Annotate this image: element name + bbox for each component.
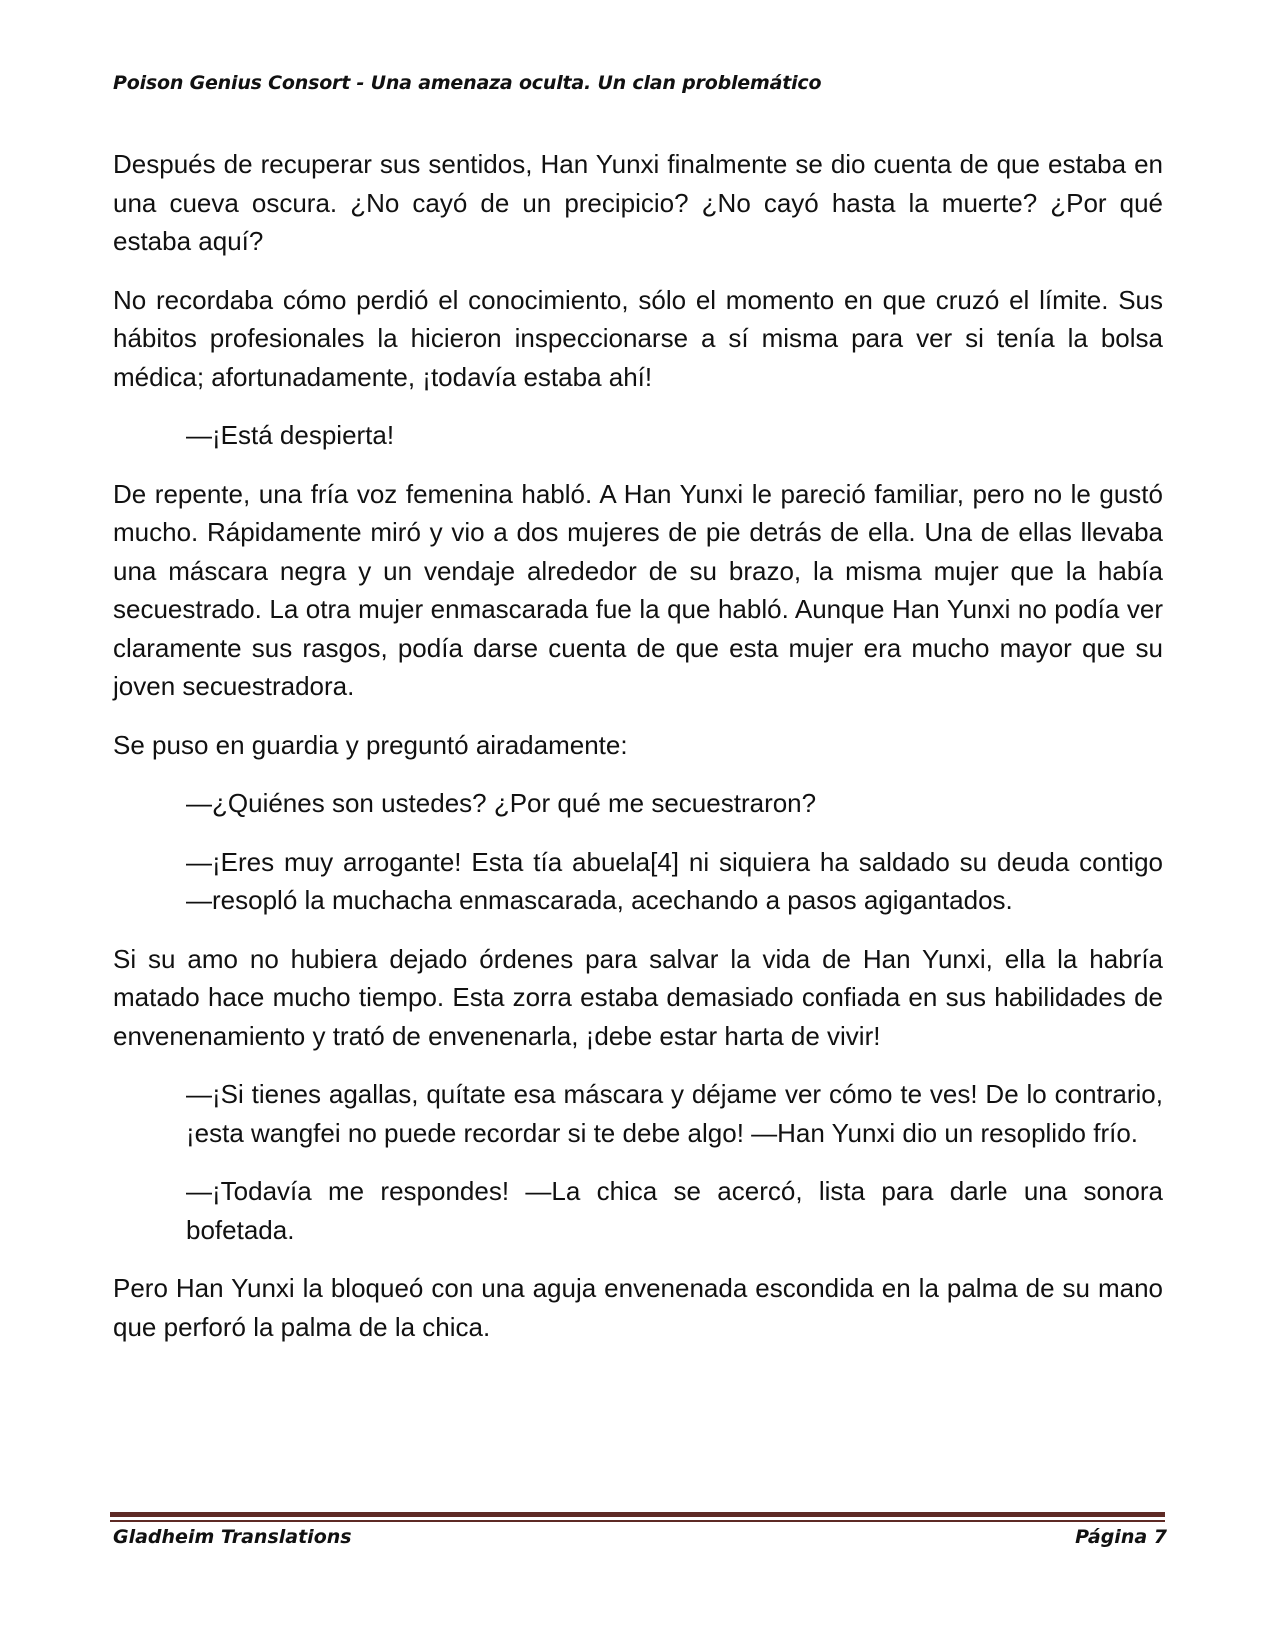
dialogue-paragraph: —¡Si tienes agallas, quítate esa máscara y déjame ver cómo te ves! De lo contrario, ¡esta wangfei no puede recordar si te debe algo! —Han Yunxi dio un resoplido frío. [186, 1079, 1163, 1148]
paragraph: Después de recuperar sus sentidos, Han Yunxi finalmente se dio cuenta de que estaba en una cueva oscura. ¿No cayó de un precipicio? ¿No cayó hasta la muerte? ¿Por qué estaba aquí? [113, 149, 1163, 256]
paragraph: Se puso en guardia y preguntó airadamente: [113, 729, 628, 760]
dialogue-paragraph: —¡Eres muy arrogante! Esta tía abuela[4] ni siquiera ha saldado su deuda contigo —resopló la muchacha enmascarada, acechando a pasos agigantados. [186, 846, 1163, 915]
page-body [113, 145, 1163, 1366]
paragraph: De repente, una fría voz femenina habló. A Han Yunxi le pareció familiar, pero no le gustó mucho. Rápidamente miró y vio a dos mujeres de pie detrás de ella. Una de ellas llevaba una máscara negra y un vendaje alrededor de su brazo, la misma mujer que la había secuestrado. La otra mujer enmascarada fue la que habló. Aunque Han Yunxi no podía ver claramente sus rasgos, podía darse cuenta de que esta mujer era mucho mayor que su joven secuestradora. [113, 478, 1163, 701]
footer-divider-thick-line [110, 1512, 1165, 1517]
dialogue-paragraph: —¡Está despierta! [186, 420, 395, 450]
footer-divider-thin-line [110, 1520, 1165, 1522]
dialogue-paragraph: —¿Quiénes son ustedes? ¿Por qué me secuestraron? [186, 788, 817, 818]
page-header-title: Poison Genius Consort - Una amenaza oculta. Un clan problemático [113, 72, 822, 94]
paragraph: No recordaba cómo perdió el conocimiento, sólo el momento en que cruzó el límite. Sus hábitos profesionales la hicieron inspeccionarse a sí misma para ver si tenía la bolsa médica; afortunadamente, ¡todavía estaba ahí! [113, 284, 1163, 392]
dialogue-paragraph: —¡Todavía me respondes! —La chica se acercó, lista para darle una sonora bofetada. [186, 1176, 1163, 1245]
paragraph: Si su amo no hubiera dejado órdenes para salvar la vida de Han Yunxi, ella la habría matado hace mucho tiempo. Esta zorra estaba demasiado confiada en sus habilidades de envenenamiento y trató de envenenarla, ¡debe estar harta de vivir! [113, 943, 1163, 1051]
footer-page-number: Página 7 [1075, 1526, 1167, 1548]
paragraph: Pero Han Yunxi la bloqueó con una aguja envenenada escondida en la palma de su mano que perforó la palma de la chica. [113, 1273, 1163, 1342]
footer-translator-name: Gladheim Translations [113, 1526, 352, 1548]
footer-divider [110, 1512, 1165, 1522]
